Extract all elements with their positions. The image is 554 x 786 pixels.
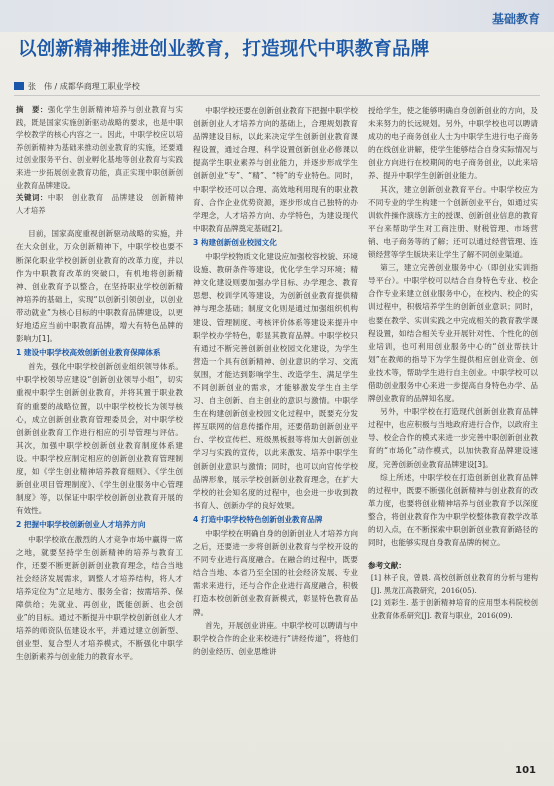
keywords-label: 关键词： <box>16 193 48 203</box>
article-title: 以创新精神推进创业教育，打造现代中职教育品牌 <box>18 39 430 60</box>
paragraph: 第三，建立完善创业服务中心（即创业实训指导平台）。中职学校可以结合自身特色专业、校企合作专业来建立创业服务中心，在校内、校企的实训过程中，积极培养学生的创新创业意识；同时，也要在教学、实训实践之中完成相关的教育教学课程设置，如结合相关专业开展针对性、个性化的创业培训，也可利用创业服务中心的“创业帮扶计划”在教师的指导下为学生提供相应创业资金、创业技术等，帮助学生进行自主创业。中职学校可以借助创业服务中心来进一步提高自身特色办学、品牌创业教育的品牌知名度。 <box>368 263 538 404</box>
paragraph: 首先，强化中职学校创新创业组织领导体系。中职学校领导应建设“创新创业领导小组”，切实重视中职学生创新创业教育，并将其置于职业教育的重要的战略位置，以中职学校校长为领导核心，成立创新创业教育管理委员会，对中职学校创新创业教育工作进行相应的引导管理与评估。其次，加强中职学校创新创业教育制度体系建设。中职学校应制定相应的创新创业教育管理制度，如《学生创业精神培养教育细则》、《学生创新创业项目管理制度》、《学生创业服务中心管理制度》等，以保证中职学校创新创业教育开展的有效性。 <box>16 362 183 516</box>
author-marker-icon <box>14 82 24 90</box>
paragraph: 另外，中职学校在打造现代创新创业教育品牌过程中，也应积极与当地政府进行合作，以政府主导、校企合作的模式来进一步完善中职创新创业教育的“市场化”动作模式，以加快教育品牌建设速度，完善创新创业教育品牌建设[3]。 <box>368 407 538 469</box>
header-band <box>0 0 554 32</box>
paragraph: 中职学校物质文化建设应加强校容校貌、环境设施、教研条件等建设，优化学生学习环境；精神文化建设则要加强办学目标、办学理念、教育思想、校训学风等建设，为创新创业教育提供精神与理念基础；制度文化则是通过加强组织机构建设、管理制度、考核评价体系等建设来提升中职学校办学特色，彰显其教育品牌。中职学校只有通过不断完善创新创业校园文化建设，为学生营造一个具有创新精神、创业意识的学习、交流氛围，才能达到影响学生、改造学生、满足学生不同创新创业的需求，才能够激发学生自主学习、自主创新、自主创业的意识与激情。中职学生在构建创新创业校园文化过程中，既要充分发挥互联网的信息传播作用，还要借助创新创业平台、学校宣传栏、班级黑板报等将加大创新创业学习与实践的宣传，以此来激发、培养中职学生创新创业意识与激情；同时，也可以向官传学校品牌形象，展示学校创新创业教育理念，在扩大学校的社会知名度的过程中，也会进一步收到教书育人、创新办学的良好效果。 <box>193 252 358 510</box>
section-heading: 1 建设中职学校高效创新创业教育保障体系 <box>16 348 161 358</box>
paragraph: 目前，国家高度重视创新驱动战略的实施，并在大众创业，万众创新精神下，中职学校也要不断深化职业学校创新创业教育的改革力度，并以作为中职教育改革的突破口，有机地将创新精神、创业教育予以整合，在坚持职业学校创新精神培养的基础上，实现“以创新引领创业，以创业带动就业”为核心目标的中职教育品牌建设，以更好地适应当前中职教育品牌，增大有特色品牌的影响力[1]。 <box>16 229 183 344</box>
section-tag: 基础教育 <box>491 12 540 26</box>
reference-item: [1] 林子良，曾晨. 高校创新创业教育的分析与建构[J]. 黑龙江高教研究，2016(05). <box>370 573 538 595</box>
paragraph: 中职学校还要在创新创业教育下把握中职学校创新创业人才培养方向的基础上，合理规划教育品牌建设目标，以此来决定学生创新创业教育课程设置，通过合理、科学设置创新创业必修课以提高学生职业素养与创业能力，并逐步形成学生创新创业“专”、“精”、“特”的专业特色。同时，中职学校还可以合理、高效地利用现有的职业教育、合作企业优势资源，逐步形成自己独特的办学理念，人才培养方向、办学特色，为建设现代中职教育品牌奠定基础[2]。 <box>193 106 358 233</box>
section-heading: 3 构建创新创业校园文化 <box>193 237 277 247</box>
references-title: 参考文献： <box>368 561 406 571</box>
author-bar <box>14 80 540 96</box>
page-number: 101 <box>515 765 536 776</box>
keywords-text: 中职 创业教育 品牌建设 创新精神 人才培养 <box>16 193 191 215</box>
paragraph: 中职学校欲在激烈的人才竞争市场中赢得一席之地，就要坚持学生创新精神的培养与教育工作，还要不断更新创新创业教育理念，结合当地社会经济发展需求，调整人才培养结构，将人才培养定位为“立足地方、服务全省；按需培养、保障供给；先就业、再创业，既能创新、也会创业”的目标。通过不断提升中职学校创新创业人才培养的师资队伍建设水平，并通过建立创新型、创业型、复合型人才培养模式，不断强化中职学生创新素养与创业能力的教育水平。 <box>16 534 183 662</box>
reference-item: [2] 刘彩生. 基于创新精神培育的应用型本科院校创业教育体系研究[J]. 教育与职业，2016(09). <box>370 598 538 620</box>
author-line: 张 伟 / 成都华商理工职业学校 <box>28 82 140 91</box>
paragraph: 其次，建立创新创业教育平台。中职学校应为不同专业的学生构建一个创新创业平台，如通过实训软件操作演练方主的授课、创新创业信息的教育平台来帮助学生对工商注册、财税管理、市场营销、电子商务等的了解；还可以通过经营管理、连锁经营等学生版块来让学生了解不同创业渠道。 <box>368 184 538 260</box>
abstract-block <box>16 104 191 217</box>
keywords <box>16 192 191 217</box>
abstract-text: 强化学生创新精神培养与创业教育与实践，既是国家实施创新驱动战略的要求，也是中职学校教学的核心内容之一。因此，中职学校应以培养创新精神为基础来推动创业教育的实施，还要通过创业服务平台、创业孵化基地等创业教育与实践来进一步拓展创业教育功能，真正实现中职创新创业教育品牌建设。 <box>16 105 183 190</box>
section-heading: 2 把握中职学校创新创业人才培养方向 <box>16 520 146 530</box>
paragraph: 中职学校在明确自身的创新创业人才培养方向之后，还要进一步将创新创业教育与学校开设的不同专业进行高度融合。在融合的过程中，既要结合当地、本省乃至全国的社会经济发展、专业需求来进行，还与合作企业进行高度融合，积极打造本校创新创业教育新模式，彰显特色教育品牌。 <box>193 529 358 617</box>
abstract-label: 摘 要： <box>16 105 48 114</box>
paragraph: 综上所述，中职学校在打造创新创业教育品牌的过程中，既要不断强化创新精神与创业教育的改革力度，也要将创业精神培养与创业教育予以深度整合，将创业教育作为中职学校整体教育教学改革的切入点，在不断探索中职创新创业教育新路径的同时，也能够实现自身教育品牌的树立。 <box>368 472 538 548</box>
paragraph: 授给学生，使之能够明确自身创新创业的方向，及未来努力的长远规划。另外，中职学校也可以聘请成功的电子商务创业人士为中职学生进行电子商务的在线创业讲解，使学生能够结合自身实际情况与创业方向进行在校期间的电子商务创业，以此来培养、提升中职学生创新创业能力。 <box>368 106 538 181</box>
abstract <box>16 104 183 192</box>
column-1 <box>16 104 191 663</box>
column-3 <box>368 104 538 622</box>
column-2 <box>193 104 358 658</box>
section-heading: 4 打造中职学校特色创新创业教育品牌 <box>193 514 323 524</box>
paragraph: 首先，开展创业讲座。中职学校可以聘请与中职学校合作的企业来校进行“讲经传道”，将他们的创业经历、创业思维讲 <box>193 620 358 656</box>
